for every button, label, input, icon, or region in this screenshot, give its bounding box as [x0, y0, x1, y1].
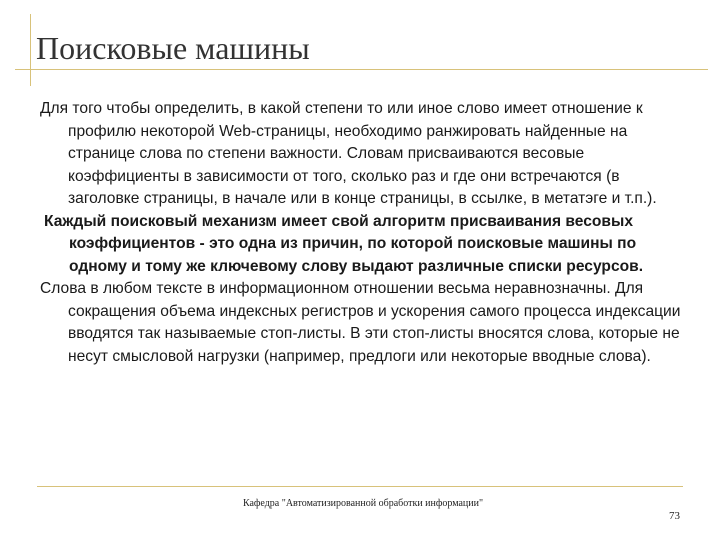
footer-department: Кафедра "Автоматизированной обработки информации"	[242, 498, 484, 509]
page-number: 73	[669, 510, 680, 522]
slide-body	[40, 98, 690, 368]
paragraph-ranking: Для того чтобы определить, в какой степени то или иное слово имеет отношение к профилю некоторой Web-страницы, необходимо ранжировать найденные на странице слова по степени важности. Словам присваиваются весовые коэффициенты в зависимости от того, сколько раз и где они встречаются (в заголовке страницы, в начале или в конце страницы, в ссылке, в метатэге и т.п.).	[40, 100, 657, 207]
paragraph-stop-lists: Слова в любом тексте в информационном отношении весьма неравнозначны. Для сокращения объема индексных регистров и ускорения самого процесса индексации вводятся так называемые стоп-листы. В эти стоп-листы вносятся слова, которые не несут смысловой нагрузки (например, предлоги или некоторые вводные слова).	[40, 280, 681, 365]
slide-title: Поисковые машины	[36, 30, 310, 66]
title-vertical-rule	[30, 14, 31, 86]
paragraph-algorithms: Каждый поисковый механизм имеет свой алгоритм присваивания весовых коэффициентов - это одна из причин, по которой поисковые машины по одному и тому же ключевому слову выдают различные списки ресурсов.	[44, 212, 644, 275]
title-horizontal-rule	[15, 69, 708, 70]
footer-rule	[37, 486, 683, 487]
